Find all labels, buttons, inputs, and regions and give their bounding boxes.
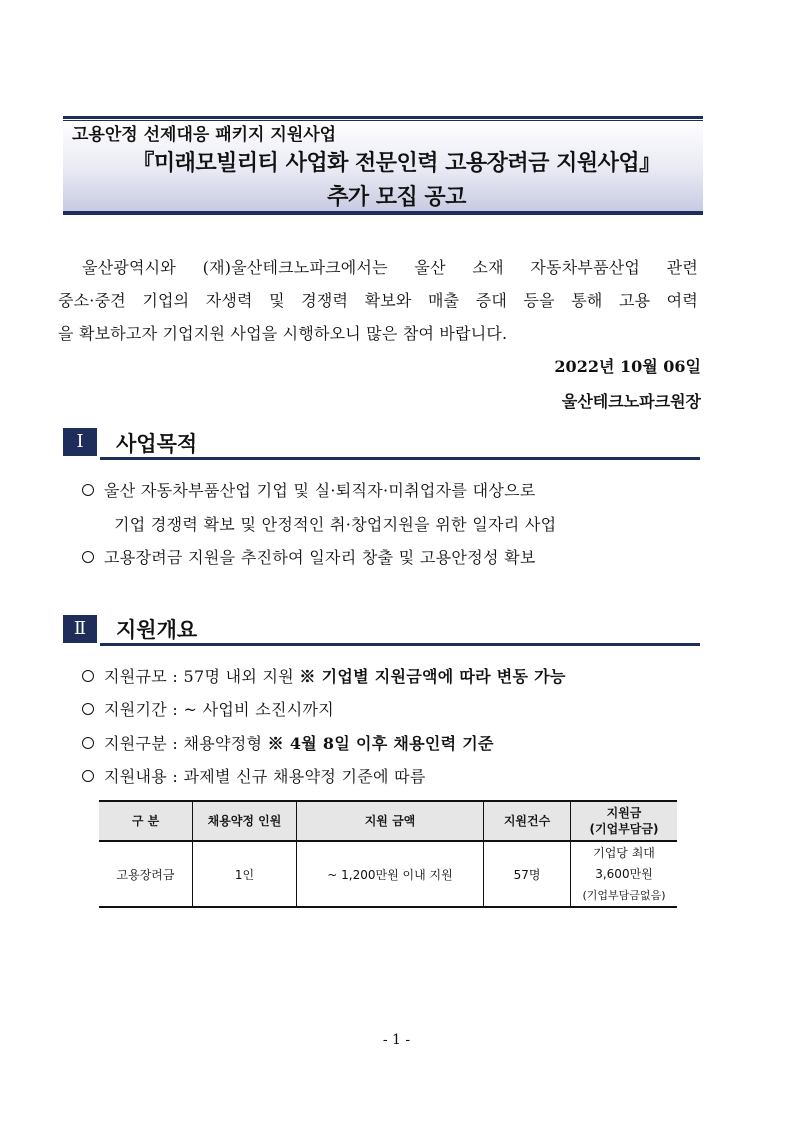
intro-line-1: 울산광역시와 (재)울산테크노파크에서는 울산 소재 자동차부품산업 관련 — [82, 258, 698, 277]
bullet-circle-icon — [82, 703, 94, 715]
overview-item-period: 지원기간 : ~ 사업비 소진시까지 — [82, 697, 334, 720]
grant-line2: 3,600만원 — [595, 866, 653, 881]
program-title: 『미래모빌리티 사업화 전문인력 고용장려금 지원사업』 — [132, 151, 661, 176]
issuer-name: 울산테크노파크원장 — [561, 392, 701, 411]
section-1-rule — [100, 457, 700, 460]
cell-people: 1인 — [193, 841, 297, 907]
overview-item-type: 지원구분 : 채용약정형 ※ 4월 8일 이후 채용인력 기준 — [82, 731, 494, 754]
grant-line3: (기업부담금없음) — [582, 888, 666, 902]
th-category: 구 분 — [99, 801, 193, 841]
bullet-circle-icon — [82, 737, 94, 749]
section-1-number: Ⅰ — [63, 428, 97, 456]
table-header-row — [99, 801, 677, 841]
section-1-title: 사업목적 — [116, 432, 198, 456]
overview-item-content: 지원내용 : 과제별 신규 채용약정 기준에 따름 — [82, 764, 426, 787]
intro-line-3: 을 확보하고자 기업지원 사업을 시행하오니 많은 참여 바랍니다. — [58, 324, 508, 343]
th-count: 지원건수 — [484, 801, 571, 841]
purpose-bullet-1: 울산 자동차부품산업 기업 및 실·퇴직자·미취업자를 대상으로 — [82, 478, 536, 501]
page-number: - 1 - — [382, 1032, 411, 1048]
table-row — [99, 841, 677, 907]
cell-count: 57명 — [484, 841, 571, 907]
program-subtitle: 고용안정 선제대응 패키지 지원사업 — [72, 125, 337, 145]
th-people: 채용약정 인원 — [193, 801, 297, 841]
intro-line-2: 중소·중견 기업의 자생력 및 경쟁력 확보와 매출 증대 등을 통해 고용 여력 — [58, 291, 698, 310]
cell-category: 고용장려금 — [99, 841, 193, 907]
cell-amount: ~ 1,200만원 이내 지원 — [297, 841, 484, 907]
purpose-bullet-1-cont: 기업 경쟁력 확보 및 안정적인 취·창업지원을 위한 일자리 사업 — [114, 515, 557, 534]
bullet-circle-icon — [82, 670, 94, 682]
th-grant-line2: (기업부담금) — [589, 822, 659, 836]
bullet-circle-icon — [82, 551, 94, 563]
announcement-title: 추가 모집 공고 — [327, 185, 466, 210]
cell-grant — [571, 841, 678, 907]
section-2-number: Ⅱ — [63, 615, 97, 643]
overview-item-scale: 지원규모 : 57명 내외 지원 ※ 기업별 지원금액에 따라 변동 가능 — [82, 664, 566, 687]
bullet-circle-icon — [82, 770, 94, 782]
support-table — [99, 800, 677, 908]
th-grant-line1: 지원금 — [606, 806, 642, 820]
th-amount: 지원 금액 — [297, 801, 484, 841]
announcement-date: 2022년 10월 06일 — [554, 357, 701, 376]
th-grant — [571, 801, 678, 841]
grant-line1: 기업당 최대 — [593, 845, 655, 860]
section-2-title: 지원개요 — [116, 618, 198, 642]
bullet-circle-icon — [82, 484, 94, 496]
purpose-bullet-2: 고용장려금 지원을 추진하여 일자리 창출 및 고용안정성 확보 — [82, 545, 536, 568]
section-2-rule — [100, 643, 700, 646]
